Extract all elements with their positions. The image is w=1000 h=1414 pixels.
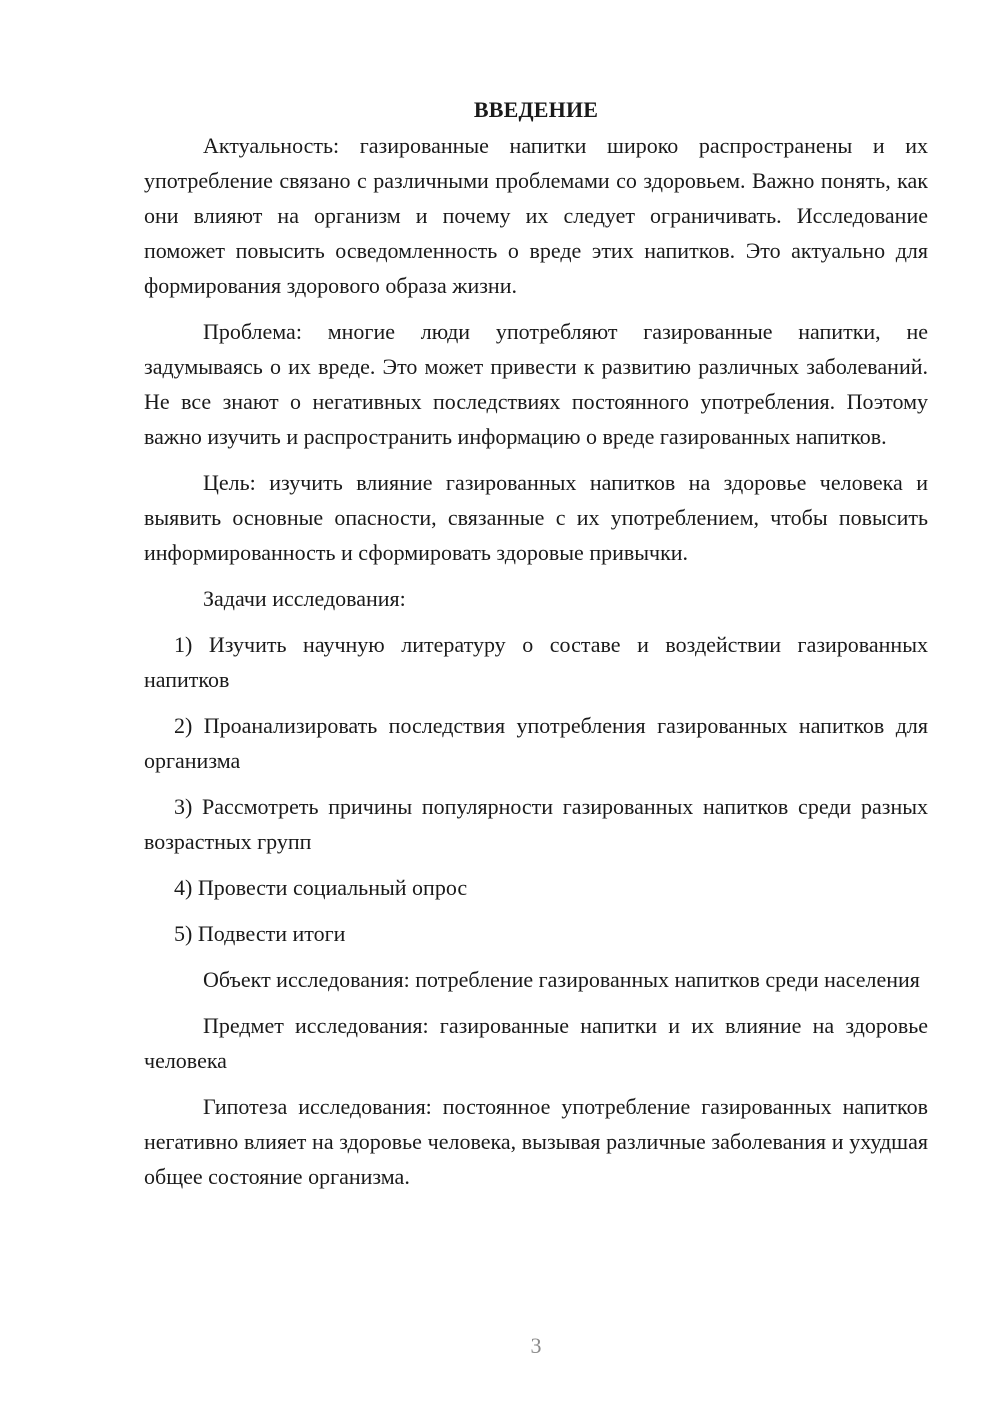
subject-paragraph: Предмет исследования: газированные напитки и их влияние на здоровье человека (144, 1013, 928, 1073)
task-item-2: 2) Проанализировать последствия употребления газированных напитков для организма (144, 713, 928, 773)
page-title: ВВЕДЕНИЕ (473, 97, 599, 122)
page-number: 3 (530, 1333, 542, 1358)
task-item-3: 3) Рассмотреть причины популярности газированных напитков среди разных возрастных групп (144, 794, 928, 854)
hypothesis-paragraph: Гипотеза исследования: постоянное употребление газированных напитков негативно влияет на здоровье человека, вызывая различные заболевания и ухудшая общее состояние организма. (144, 1094, 928, 1189)
tasks-title: Задачи исследования: (203, 586, 406, 611)
problem-paragraph: Проблема: многие люди употребляют газированные напитки, не задумываясь о их вреде. Это может привести к развитию различных заболеваний. Не все знают о негативных последствиях постоянного употребления. Поэтому важно изучить и распространить информацию о вреде газированных напитков. (144, 319, 928, 449)
object-paragraph: Объект исследования: потребление газированных напитков среди населения (203, 967, 920, 992)
task-item-4: 4) Провести социальный опрос (174, 875, 468, 900)
relevance-paragraph: Актуальность: газированные напитки широко распространены и их употребление связано с различными проблемами со здоровьем. Важно понять, как они влияют на организм и почему их следует ограничивать. Исследование поможет повысить осведомленность о вреде этих напитков. Это актуально для формирования здорового образа жизни. (144, 133, 928, 298)
task-item-1: 1) Изучить научную литературу о составе и воздействии газированных напитков (144, 632, 928, 692)
goal-paragraph: Цель: изучить влияние газированных напитков на здоровье человека и выявить основные опасности, связанные с их употреблением, чтобы повысить информированность и сформировать здоровые привычки. (144, 470, 928, 565)
page-content (144, 92, 928, 1205)
task-item-5: 5) Подвести итоги (174, 921, 346, 946)
